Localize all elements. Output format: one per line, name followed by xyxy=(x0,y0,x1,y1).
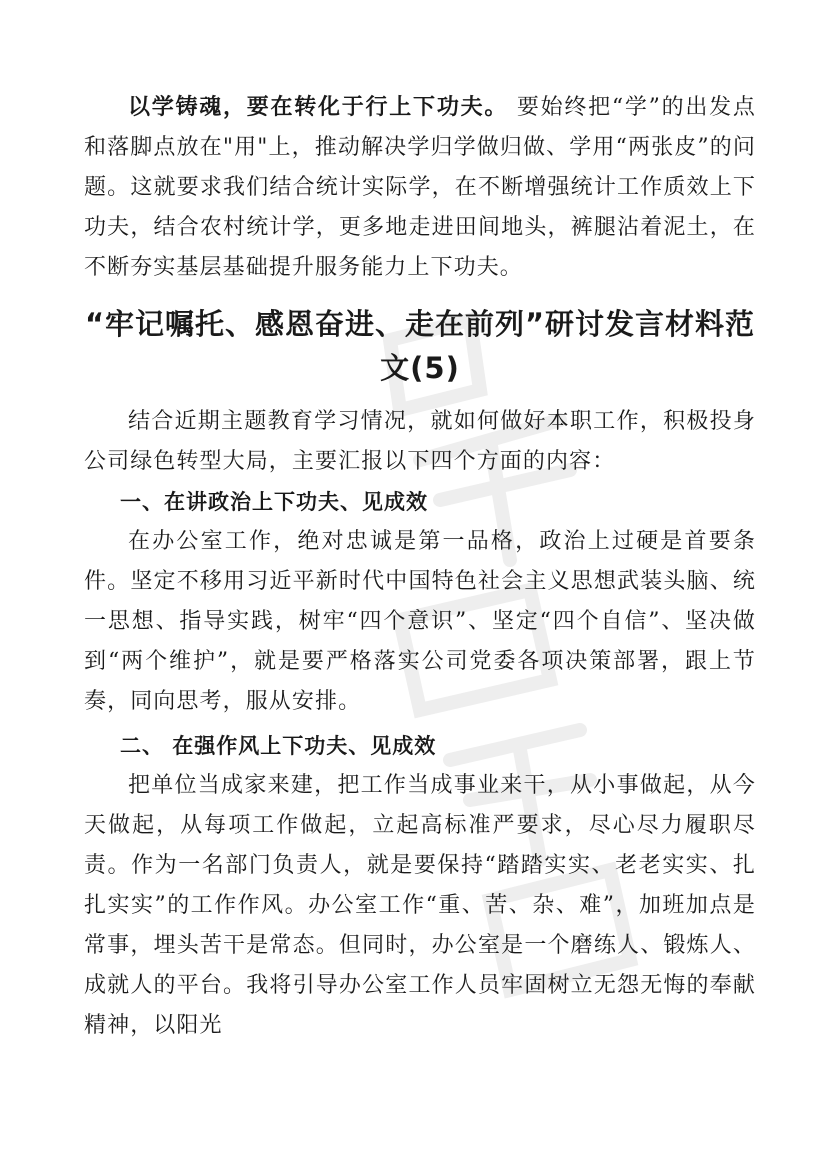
intro-paragraph: 结合近期主题教育学习情况，就如何做好本职工作，积极投身公司绿色转型大局，主要汇报以下四个方面的内容： xyxy=(84,409,756,474)
paragraph-study xyxy=(84,88,756,288)
section-body-2: 把单位当成家来建，把工作当成事业来干，从小事做起，从今天做起，从每项工作做起，立起高标准严要求，尽心尽力履职尽责。作为一名部门负责人，就是要保持“踏踏实实、老老实实、扎扎实实”的工作作风。办公室工作“重、苦、杂、难”，加班加点是常事，埋头苦干是常态。但同时，办公室是一个磨练人、锻炼人、成就人的平台。我将引导办公室工作人员牢固树立无怨无悔的奉献精神，以阳光 xyxy=(84,773,756,1038)
document-title: “牢记嘱托、感恩奋进、走在前列”研讨发言材料范文(5) xyxy=(84,307,756,385)
section-heading-2: 二、 在强作风上下功夫、见成效 xyxy=(120,734,437,758)
paragraph-text: 要始终把“学”的出发点和落脚点放在"用"上，推动解决学归学做归做、学用“两张皮”的问题。这就要求我们结合统计实际学，在不断增强统计工作质效上下功夫，结合农村统计学，更多地走进田间地头，裤腿沾着泥土，在不断夯实基层基础提升服务能力上下功夫。 xyxy=(84,95,756,280)
section-body-1: 在办公室工作，绝对忠诚是第一品格，政治上过硬是首要条件。坚定不移用习近平新时代中国特色社会主义思想武装头脑、统一思想、指导实践，树牢“四个意识”、坚定“四个自信”、坚决做到“两个维护”，就是要严格落实公司党委各项决策部署，跟上节奏，同向思考，服从安排。 xyxy=(84,529,756,714)
paragraph-lead: 以学铸魂，要在转化于行上下功夫。 xyxy=(128,95,509,120)
section-heading-1: 一、在讲政治上下功夫、见成效 xyxy=(120,490,428,514)
document-body xyxy=(84,88,756,1046)
